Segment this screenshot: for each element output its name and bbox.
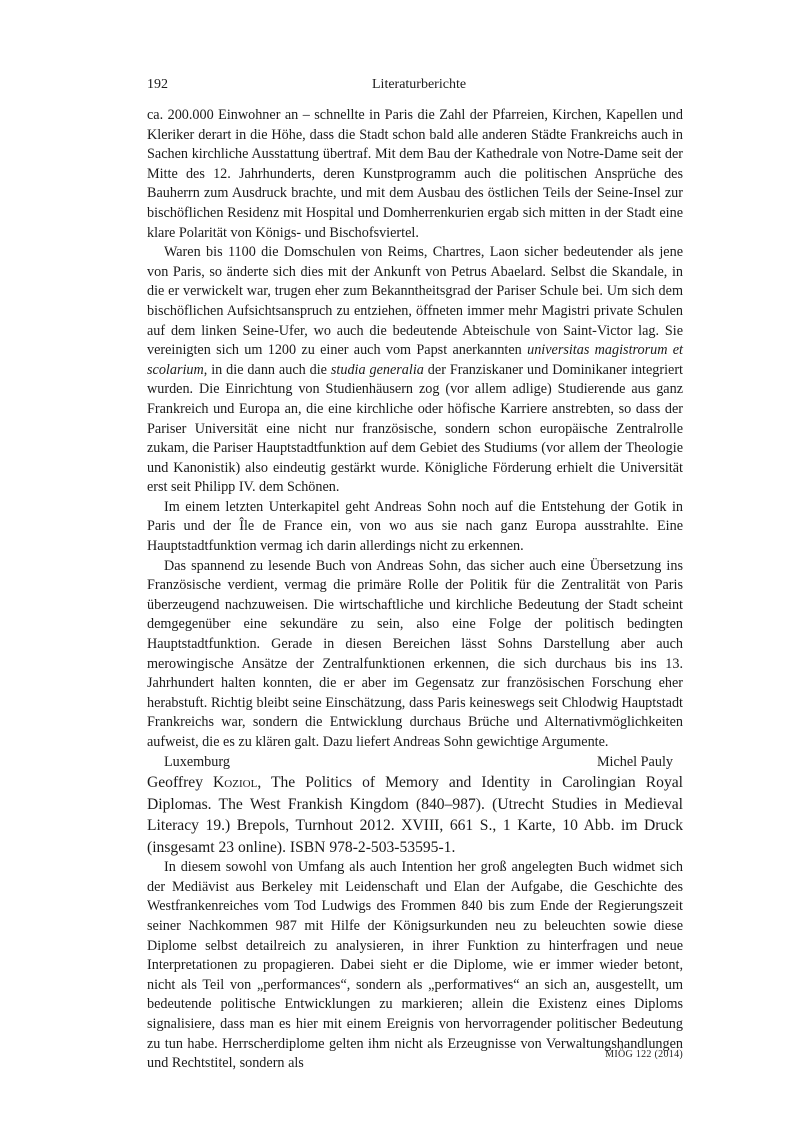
paragraph-1: ca. 200.000 Einwohner an – schnellte in Paris die Zahl der Pfarreien, Kirchen, Kapellen und Kleriker derart in die Höhe, dass die Stadt schon bald alle anderen Städte Frankreichs auch in Sachen kirchliche Ausstattung übertraf. Mit dem Bau der Kathedrale von Notre-Dame seit der Mitte des 12. Jahrhunderts, deren Kunstprogramm auch die politischen Ansprüche des Bauherrn zum Ausdruck brachte, und mit dem Ausbau des östlichen Teils der Seine-Insel zur bischöflichen Residenz mit Hospital und Domherrenkurien ergab sich mitten in der Stadt eine klare Polarität von Königs- und Bischofsviertel. [147, 107, 683, 241]
signature-place: Luxemburg [164, 753, 230, 770]
bib-author-first: Geoffrey [147, 774, 203, 792]
paragraph-3: Im einem letzten Unterkapitel geht Andreas Sohn noch auf die Entstehung der Gotik in Paris und der Île de France ein, von wo aus sie nach ganz Europa ausstrahlte. Eine Hauptstadtfunktion vermag ich darin allerdings nicht zu erkennen. [147, 498, 683, 555]
bibliographic-entry [147, 772, 683, 858]
bib-details: , The Politics of Memory and Identity in Carolingian Royal Diplomas. The West Frankish Kingdom (840–987). (Utrecht Studies in Medieval Literacy 19.) Brepols, Turnhout 2012. XVIII, 661 S., 1 Karte, 10 Abb. im Druck (insgesamt 23 online). ISBN 978-2-503-53595-1. [147, 774, 683, 856]
journal-footer: MIÖG 122 (2014) [605, 1049, 683, 1060]
paragraph-2-start: Waren bis 1100 die Domschulen von Reims, Chartres, Laon sicher bedeutender als jene von Paris, so änderte sich dies mit der Ankunft von Petrus Abaelard. Selbst die Skandale, in die er verwickelt war, trugen eher zum Bekanntheitsgrad der Pariser Schule bei. Um sich dem bischöflichen Aufsichtsanspruch zu entziehen, öffneten immer mehr Magistri private Schulen auf dem linken Seine-Ufer, wo auch die bedeutende Abteischule von Saint-Victor lag. Sie vereinigten sich um 1200 zu einer auch vom Papst anerkannten [147, 244, 683, 359]
latin-term-universitas: universitas magistrorum et scolarium [147, 342, 684, 378]
paragraph-2 [147, 243, 683, 498]
review-signature [147, 753, 683, 773]
paragraph-2-end: der Franziskaner und Dominikaner integriert wurden. Die Einrichtung von Studienhäusern zog (vor allem adlige) Studierende aus ganz Frankreich und Europa an, die eine kirchliche oder höfische Karriere anstrebten, so dass der Pariser Universität eine nicht nur französische, sondern schon europäische Zentralrolle zukam, die Pariser Hauptstadtfunktion auf dem Gebiet des Studiums (vor allem der Theologie und Kanonistik) also eindeutig gestärkt wurde. Königliche Förderung erhielt die Universität erst seit Philipp IV. dem Schönen. [147, 361, 684, 496]
paragraph-4: Das spannend zu lesende Buch von Andreas Sohn, das sicher auch eine Übersetzung ins Französische verdient, vermag die primäre Rolle der Politik für die Zentralität von Paris überzeugend nachzuweisen. Die wirtschaftliche und kirchliche Bedeutung der Stadt scheint demgegenüber eine sekundäre zu sein, also eine Folge der politisch bedingten Hauptstadtfunktion. Gerade in diesen Bereichen lässt Sohns Darstellung aber auch merowingische Ansätze der Zentralfunktionen erkennen, die sich durchaus bis ins 13. Jahrhundert halten konnten, die er aber im Gegensatz zur französischen Forschung eher herabstuft. Richtig bleibt seine Einschätzung, dass Paris keineswegs seit Chlodwig Hauptstadt Frankreichs war, sondern die Entwicklung durchaus Brüche und Alternativmöglichkeiten aufweist, die es zu klären galt. Dazu liefert Andreas Sohn gewichtige Argumente. [147, 557, 683, 750]
signature-author: Michel Pauly [596, 753, 673, 770]
bib-author-last: Koziol [213, 774, 258, 792]
review-paragraph: In diesem sowohl von Umfang als auch Intention her groß angelegten Buch widmet sich der Mediävist aus Berkeley mit Leidenschaft und Elan der Aufgabe, die Geschichte des Westfrankenreiches vom Tod Ludwigs des Frommen 840 bis zum Ende der Regierungszeit seiner Nachkommen 987 mit Hilfe der Königsurkunden neu zu beleuchten sowie diese Diplome selbst detailreich zu analysieren, in ihrer Funktion zu hinterfragen und neue Interpretationen zu propagieren. Dabei sieht er die Diplome, wie er immer wieder betont, nicht als Teil von „performances“, sondern als „performatives“ an sich an, ausgestellt, um bedeutende politische Entwicklungen zu markieren; allein die Existenz eines Diploms signalisiere, dass man es hier mit einem Ereignis von hervorragender politischer Bedeutung zu tun habe. Herrscherdiplome gelten ihm nicht als Erzeugnisse von Verwaltungshandlungen und Rechtstitel, sondern als [147, 859, 683, 1072]
paragraph-2-mid: , in die dann auch die [203, 361, 327, 378]
page-number: 192 [147, 77, 168, 92]
text-column [147, 106, 683, 1074]
running-title: Literaturberichte [372, 77, 467, 92]
latin-term-studia: studia generalia [330, 361, 424, 378]
